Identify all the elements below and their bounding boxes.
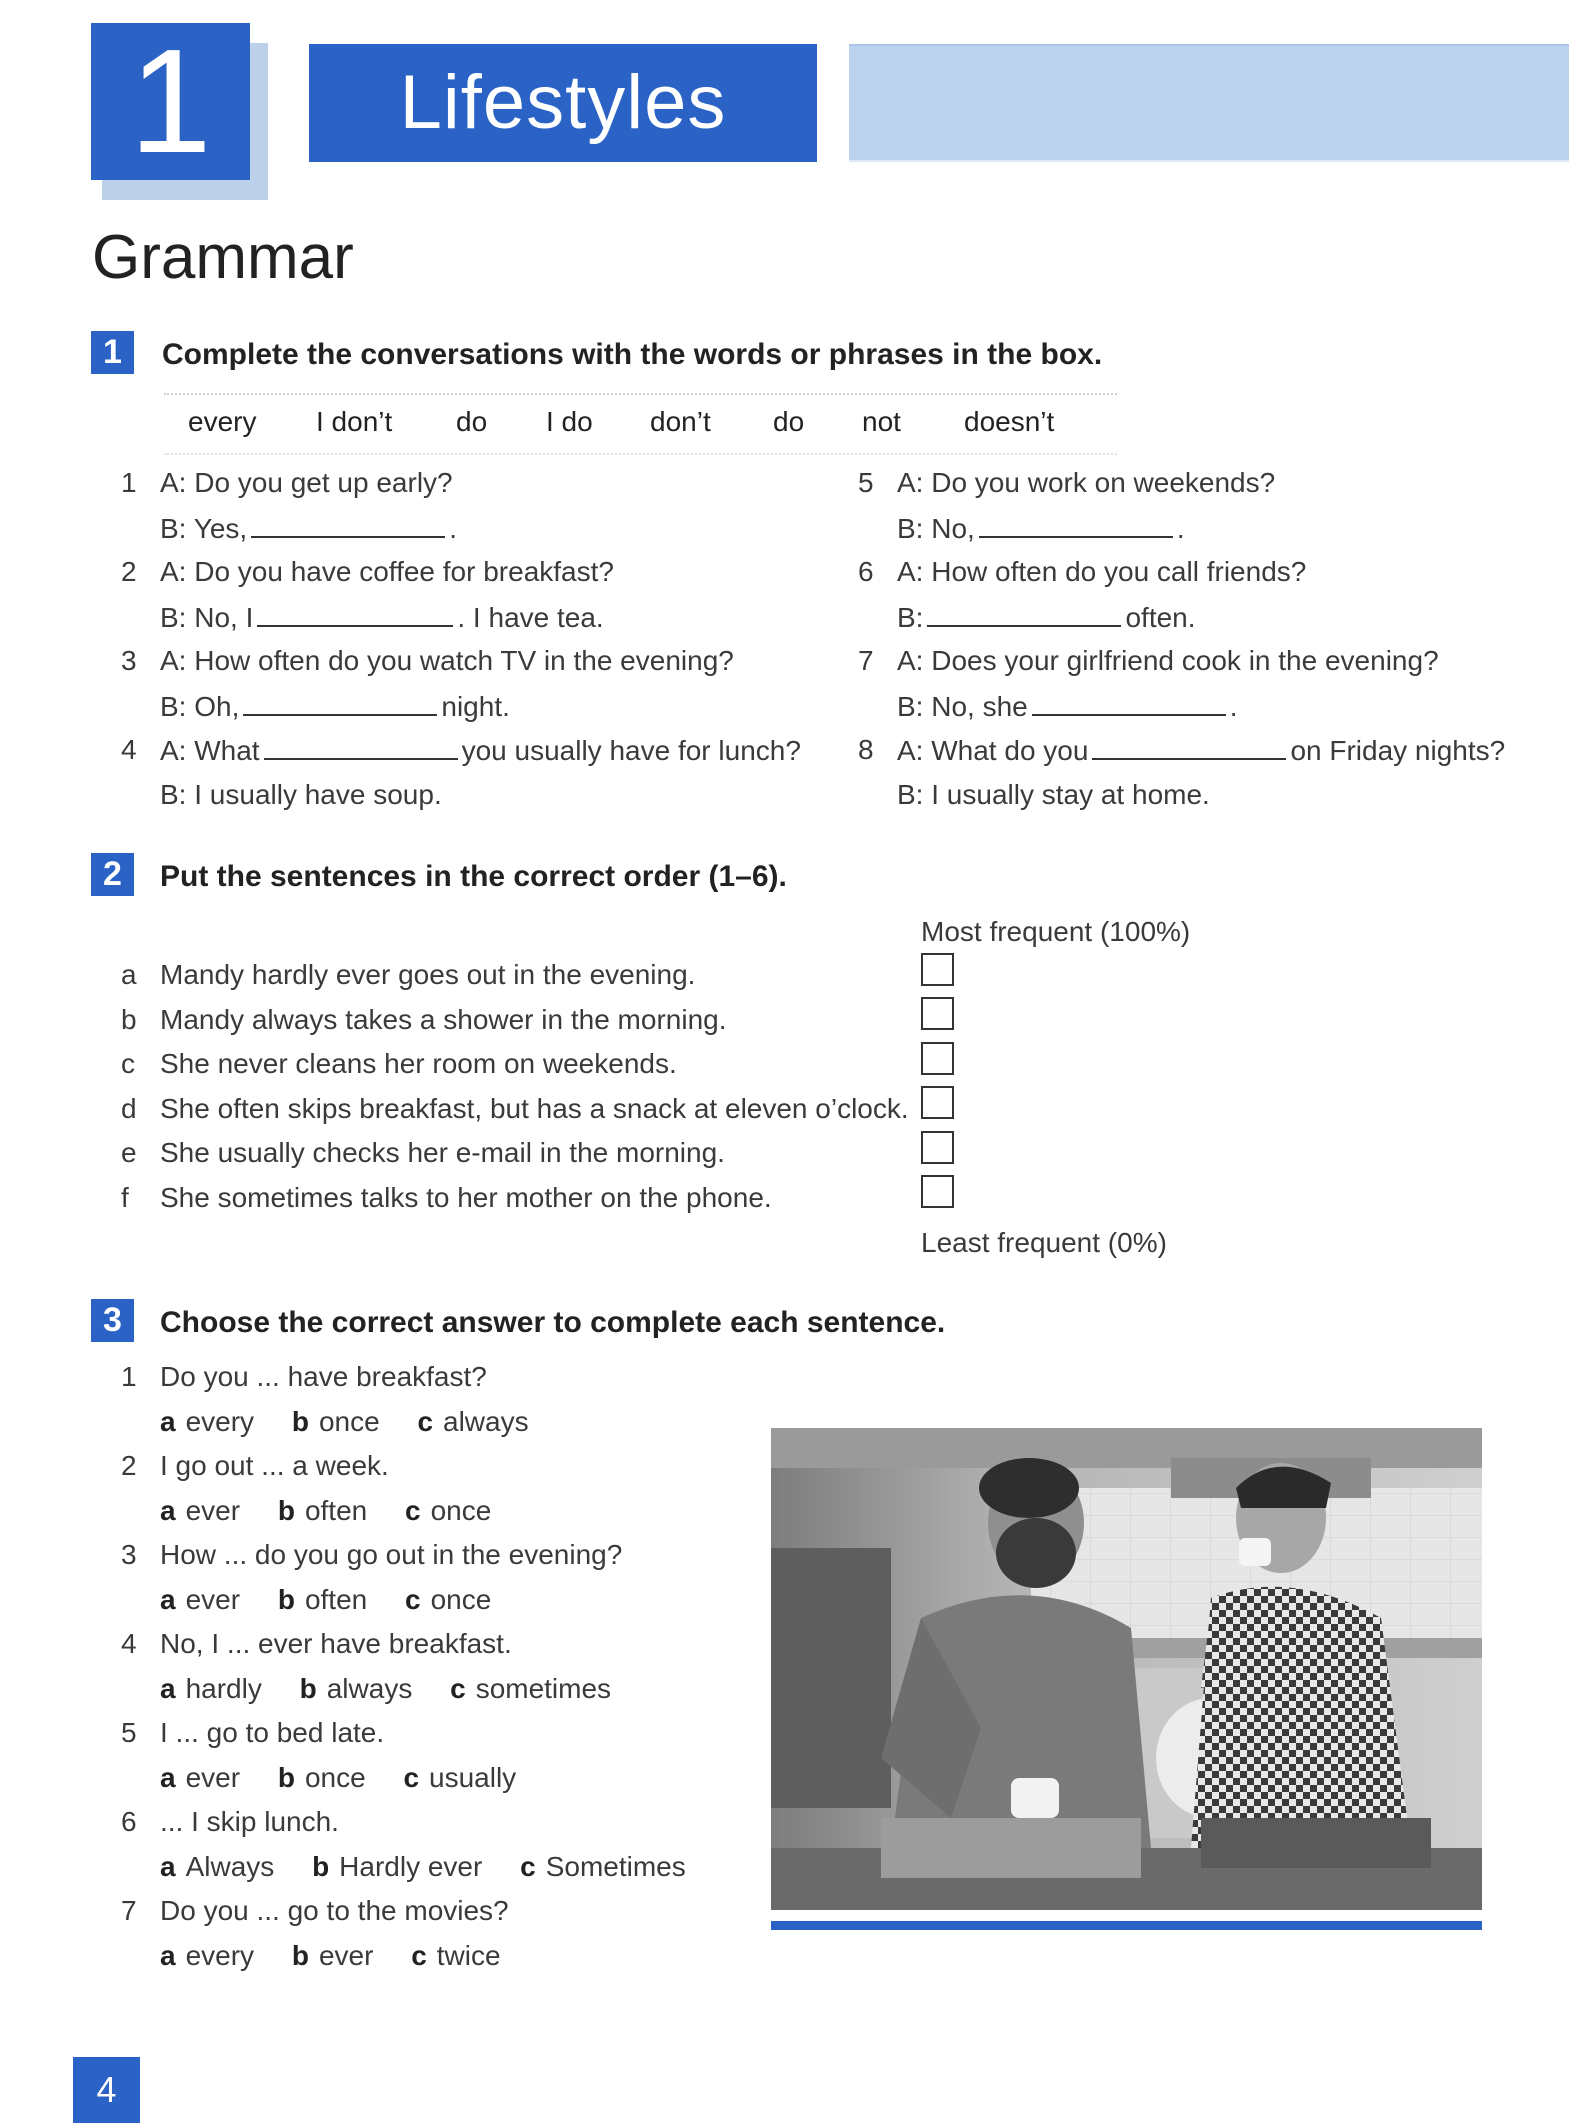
item-number: 3 [121,1539,137,1570]
sentence: Mandy hardly ever goes out in the evening. [160,959,696,990]
dialogue-line-b: B: I usually have soup. [160,779,442,810]
exercise-1-instruction: Complete the conversations with the words or phrases in the box. [162,338,1103,371]
most-frequent-label: Most frequent (100%) [921,916,1191,947]
dialogue-line-a: A: How often do you call friends? [897,556,1307,587]
option-b: b often [277,1584,368,1615]
option-c: c sometimes [450,1673,612,1704]
sentence: She usually checks her e-mail in the morning. [160,1137,725,1168]
order-checkbox[interactable] [921,1175,954,1208]
order-checkbox[interactable] [921,997,954,1030]
item-number: 6 [121,1806,137,1837]
dialogue-line-a [160,734,801,767]
option-c: c Sometimes [520,1851,686,1882]
answer-options [160,1495,491,1527]
option-a: a ever [160,1584,241,1615]
sentence: She often skips breakfast, but has a snack at eleven o’clock. [160,1093,909,1124]
question: I go out ... a week. [160,1450,389,1481]
item-number: 4 [121,1628,137,1659]
answer-blank[interactable] [264,734,458,760]
question: Do you ... have breakfast? [160,1361,487,1392]
option-c: c once [405,1584,492,1615]
section-title: Grammar [92,223,354,292]
photo-accent-rule [771,1921,1482,1930]
item-letter: c [121,1048,135,1079]
item-number: 1 [121,467,137,498]
word-box-item: don’t [650,406,711,437]
answer-blank[interactable] [927,601,1121,627]
dialogue-line-b [897,601,1196,634]
dialogue-text: often. [1125,602,1196,633]
page-number: 4 [73,2057,140,2123]
dialogue-line-b: B: I usually stay at home. [897,779,1210,810]
dialogue-text: A: What do you [897,735,1089,766]
dialogue-line-a: A: How often do you watch TV in the evening? [160,645,734,676]
option-c: c once [405,1495,492,1526]
answer-blank[interactable] [251,512,445,538]
title-banner-bar [849,44,1569,162]
dialogue-line-a: A: Do you get up early? [160,467,453,498]
dialogue-line-b [160,690,510,723]
question: No, I ... ever have breakfast. [160,1628,512,1659]
dialogue-text: night. [441,691,510,722]
dialogue-line-a: A: Do you work on weekends? [897,467,1276,498]
dialogue-text: . [1229,691,1238,722]
item-number: 1 [121,1361,137,1392]
item-letter: a [121,959,137,990]
option-a: a Always [160,1851,275,1882]
dialogue-text: B: Oh, [160,691,240,722]
dialogue-line-b [897,512,1185,545]
question: How ... do you go out in the evening? [160,1539,623,1570]
item-number: 5 [858,467,874,498]
dialogue-text: A: What [160,735,260,766]
option-a: a ever [160,1495,241,1526]
question: ... I skip lunch. [160,1806,339,1837]
item-number: 7 [858,645,874,676]
word-box [164,393,1117,455]
dialogue-text: on Friday nights? [1290,735,1506,766]
exercise-3-number: 3 [91,1299,134,1342]
item-letter: b [121,1004,137,1035]
dialogue-line-a [897,734,1505,767]
exercise-1-number: 1 [91,331,134,374]
dialogue-text: B: No, I [160,602,254,633]
answer-blank[interactable] [243,690,437,716]
option-b: b Hardly ever [312,1851,483,1882]
photo-two-men-coffee [771,1428,1482,1910]
answer-options [160,1762,516,1794]
dialogue-text: you usually have for lunch? [461,735,801,766]
answer-options [160,1673,611,1705]
option-c: c twice [411,1940,501,1971]
word-box-item: do [456,406,488,437]
dialogue-line-b [160,601,604,634]
dialogue-line-a: A: Does your girlfriend cook in the evening? [897,645,1439,676]
answer-options [160,1851,686,1883]
option-b: b ever [291,1940,374,1971]
order-checkbox[interactable] [921,953,954,986]
dialogue-text: . [1176,513,1185,544]
dialogue-line-b [160,512,457,545]
sentence: She never cleans her room on weekends. [160,1048,677,1079]
dialogue-text: . [449,513,457,544]
dialogue-text: B: [897,602,924,633]
option-a: a ever [160,1762,241,1793]
dialogue-line-a: A: Do you have coffee for breakfast? [160,556,614,587]
word-box-item: do [773,406,805,437]
item-number: 7 [121,1895,137,1926]
dialogue-text: . I have tea. [457,602,604,633]
answer-blank[interactable] [979,512,1173,538]
answer-options [160,1940,501,1972]
exercise-3-instruction: Choose the correct answer to complete each sentence. [160,1306,946,1339]
exercise-2-instruction: Put the sentences in the correct order (1–6). [160,860,787,893]
item-number: 3 [121,645,137,676]
option-c: c usually [403,1762,517,1793]
question: I ... go to bed late. [160,1717,385,1748]
option-c: c always [417,1406,529,1437]
word-box-item: doesn’t [964,406,1055,437]
item-number: 6 [858,556,874,587]
item-letter: e [121,1137,137,1168]
exercise-2-number: 2 [91,853,134,896]
option-a: a hardly [160,1673,262,1704]
order-checkbox[interactable] [921,1042,954,1075]
dialogue-line-b [897,690,1238,723]
option-b: b often [277,1495,368,1526]
word-box-item: not [862,406,901,437]
answer-blank[interactable] [1032,690,1226,716]
answer-options [160,1584,491,1616]
order-checkbox[interactable] [921,1086,954,1119]
item-number: 5 [121,1717,137,1748]
unit-title: Lifestyles [309,44,817,162]
option-b: b once [291,1406,380,1437]
item-number: 8 [858,734,874,765]
dialogue-text: B: No, she [897,691,1028,722]
option-b: b once [277,1762,366,1793]
option-b: b always [299,1673,413,1704]
sentence: Mandy always takes a shower in the morning. [160,1004,727,1035]
word-box-item: I do [546,406,593,437]
dialogue-text: B: No, [897,513,975,544]
answer-options [160,1406,529,1438]
least-frequent-label: Least frequent (0%) [921,1227,1167,1258]
order-checkbox[interactable] [921,1131,954,1164]
answer-blank[interactable] [1092,734,1286,760]
word-box-item: I don’t [316,406,393,437]
option-a: a every [160,1940,255,1971]
dialogue-text: B: Yes, [160,513,248,544]
item-number: 4 [121,734,137,765]
item-number: 2 [121,556,137,587]
photo-illustration [771,1428,1482,1910]
option-a: a every [160,1406,255,1437]
sentence: She sometimes talks to her mother on the phone. [160,1182,772,1213]
answer-blank[interactable] [257,601,453,627]
item-letter: f [121,1182,129,1213]
item-number: 2 [121,1450,137,1481]
unit-number: 1 [91,23,250,180]
question: Do you ... go to the movies? [160,1895,509,1926]
item-letter: d [121,1093,137,1124]
word-box-item: every [188,406,257,437]
